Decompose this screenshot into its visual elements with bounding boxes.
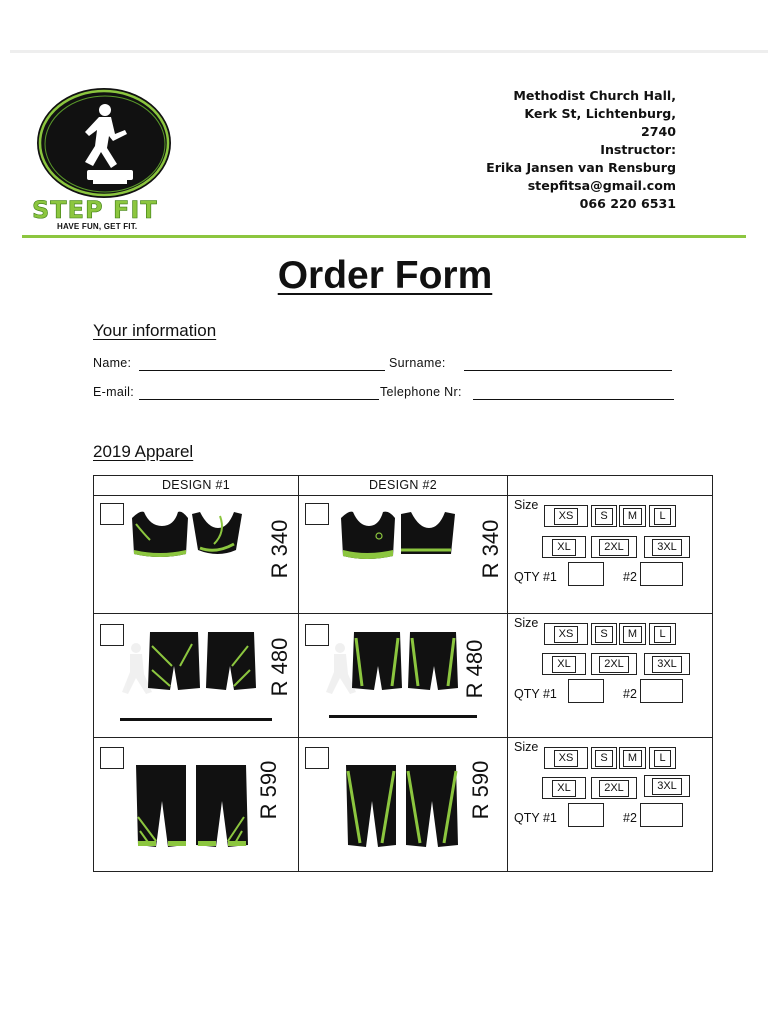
design2-price: R 480 bbox=[462, 639, 487, 699]
size-xl-option[interactable]: XL bbox=[542, 653, 586, 675]
design2-price: R 590 bbox=[468, 760, 493, 820]
size-m-option[interactable]: M bbox=[619, 623, 646, 645]
design1-shorts-rule bbox=[120, 718, 272, 721]
size-3xl-option[interactable]: 3XL bbox=[644, 775, 690, 797]
page-title: Order Form bbox=[277, 254, 493, 297]
column-header-design-2: DESIGN #2 bbox=[368, 478, 437, 492]
telephone-field[interactable] bbox=[473, 399, 674, 400]
design1-crop-top-checkbox[interactable] bbox=[100, 503, 124, 525]
size-label: Size bbox=[514, 616, 539, 630]
design2-crop-top-checkbox[interactable] bbox=[305, 503, 329, 525]
column-header-design-1: DESIGN #1 bbox=[161, 478, 230, 492]
apparel-order-table bbox=[93, 475, 713, 872]
size-xl-option[interactable]: XL bbox=[542, 777, 586, 799]
table-divider bbox=[94, 495, 712, 496]
capri-design1-image bbox=[124, 761, 254, 849]
size-m-option[interactable]: M bbox=[619, 747, 646, 769]
surname-label: Surname: bbox=[389, 356, 446, 370]
table-divider bbox=[298, 476, 299, 871]
qty2-label: #2 bbox=[623, 811, 637, 825]
name-field[interactable] bbox=[139, 370, 385, 371]
design1-price: R 480 bbox=[267, 637, 292, 697]
size-s-option[interactable]: S bbox=[591, 505, 617, 527]
crop-top-design1-image bbox=[130, 510, 250, 562]
size-l-option[interactable]: L bbox=[649, 747, 676, 769]
instructor-name: Erika Jansen van Rensburg bbox=[486, 160, 676, 175]
contact-phone: 066 220 6531 bbox=[579, 196, 676, 211]
address-line: Kerk St, Lichtenburg, bbox=[524, 106, 676, 121]
qty2-input[interactable] bbox=[640, 562, 683, 586]
qty2-label: #2 bbox=[623, 570, 637, 584]
crop-top-design2-image bbox=[339, 510, 464, 562]
header-divider bbox=[22, 235, 746, 238]
email-field[interactable] bbox=[139, 399, 379, 400]
size-s-option[interactable]: S bbox=[591, 747, 617, 769]
email-label: E-mail: bbox=[93, 385, 134, 399]
size-3xl-option[interactable]: 3XL bbox=[644, 653, 690, 675]
logo-runner-emblem-icon bbox=[35, 86, 173, 201]
size-3xl-option[interactable]: 3XL bbox=[644, 536, 690, 558]
size-xs-option[interactable]: XS bbox=[544, 747, 588, 769]
size-xl-option[interactable]: XL bbox=[542, 536, 586, 558]
design1-price: R 340 bbox=[267, 519, 292, 579]
telephone-label: Telephone Nr: bbox=[380, 385, 462, 399]
design2-shorts-rule bbox=[329, 715, 477, 718]
capri-design2-image bbox=[338, 761, 468, 849]
design1-capri-checkbox[interactable] bbox=[100, 747, 124, 769]
qty2-input[interactable] bbox=[640, 679, 683, 703]
size-2xl-option[interactable]: 2XL bbox=[591, 777, 637, 799]
qty1-input[interactable] bbox=[568, 562, 604, 586]
address-line: Methodist Church Hall, bbox=[513, 88, 676, 103]
size-label: Size bbox=[514, 498, 539, 512]
design2-price: R 340 bbox=[478, 519, 503, 579]
step-fit-logo bbox=[30, 83, 190, 233]
surname-field[interactable] bbox=[464, 370, 672, 371]
design1-price: R 590 bbox=[256, 760, 281, 820]
instructor-label: Instructor: bbox=[600, 142, 676, 157]
size-m-option[interactable]: M bbox=[619, 505, 646, 527]
name-label: Name: bbox=[93, 356, 132, 370]
qty2-label: #2 bbox=[623, 687, 637, 701]
size-s-option[interactable]: S bbox=[591, 623, 617, 645]
logo-brand-text: STEP FIT bbox=[32, 196, 158, 224]
page-top-divider bbox=[10, 50, 768, 53]
logo-tagline: HAVE FUN, GET FIT. bbox=[57, 222, 138, 231]
size-l-option[interactable]: L bbox=[649, 623, 676, 645]
design1-shorts-checkbox[interactable] bbox=[100, 624, 124, 646]
table-divider bbox=[94, 737, 712, 738]
size-l-option[interactable]: L bbox=[649, 505, 676, 527]
qty1-label: QTY #1 bbox=[514, 811, 557, 825]
design2-capri-checkbox[interactable] bbox=[305, 747, 329, 769]
size-xs-option[interactable]: XS bbox=[544, 505, 588, 527]
qty1-input[interactable] bbox=[568, 803, 604, 827]
your-information-heading: Your information bbox=[93, 321, 217, 340]
qty1-label: QTY #1 bbox=[514, 687, 557, 701]
qty1-input[interactable] bbox=[568, 679, 604, 703]
apparel-heading: 2019 Apparel bbox=[93, 442, 194, 461]
contact-email[interactable]: stepfitsa@gmail.com bbox=[527, 178, 676, 193]
size-2xl-option[interactable]: 2XL bbox=[591, 536, 637, 558]
size-label: Size bbox=[514, 740, 539, 754]
contact-address-block bbox=[486, 87, 676, 213]
table-divider bbox=[507, 476, 508, 871]
address-line: 2740 bbox=[640, 124, 676, 139]
qty1-label: QTY #1 bbox=[514, 570, 557, 584]
table-divider bbox=[94, 613, 712, 614]
size-xs-option[interactable]: XS bbox=[544, 623, 588, 645]
shorts-design2-image bbox=[326, 626, 466, 696]
qty2-input[interactable] bbox=[640, 803, 683, 827]
size-2xl-option[interactable]: 2XL bbox=[591, 653, 637, 675]
shorts-design1-image bbox=[122, 626, 262, 696]
